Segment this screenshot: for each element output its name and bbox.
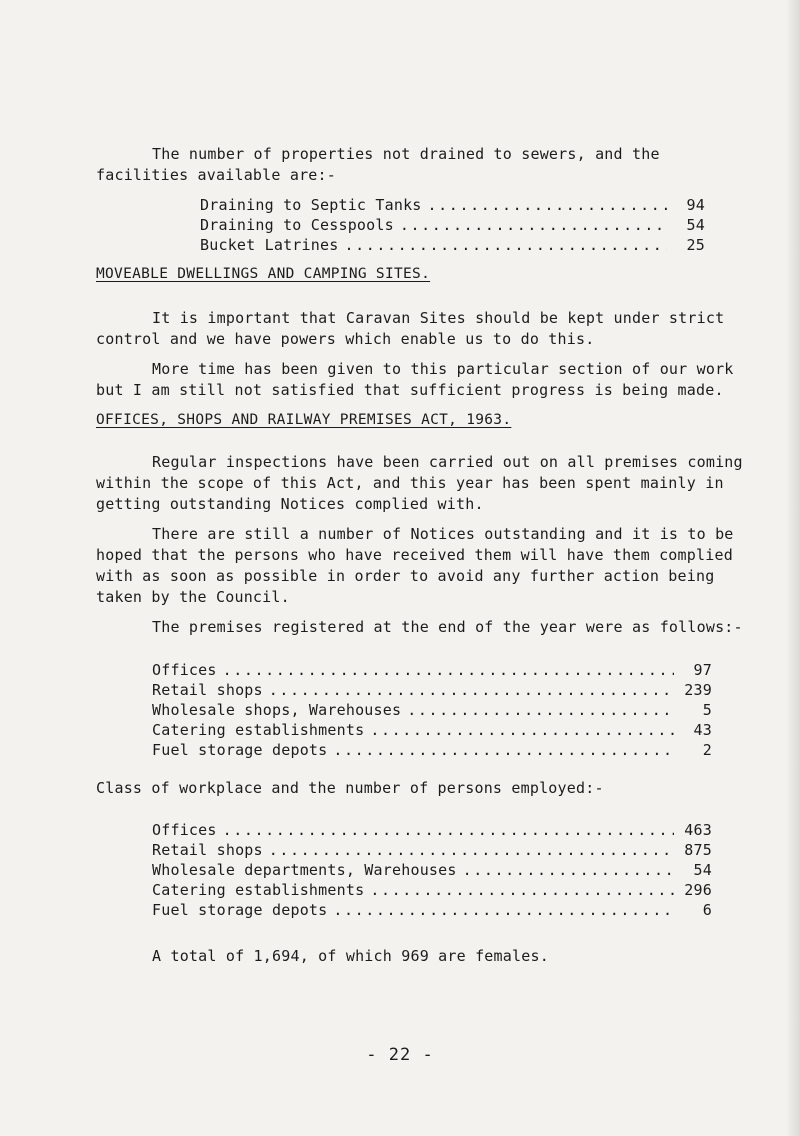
drainage-list [200, 195, 705, 255]
list-item [152, 700, 712, 720]
list-item [200, 215, 705, 235]
list-item [152, 680, 712, 700]
section-heading: MOVEABLE DWELLINGS AND CAMPING SITES. [96, 266, 431, 282]
item-value: 239 [684, 681, 712, 699]
section-heading: OFFICES, SHOPS AND RAILWAY PREMISES ACT, 1963. [96, 412, 512, 428]
item-label: Offices [152, 821, 217, 839]
paragraph: Class of workplace and the number of persons employed:- [96, 779, 604, 797]
item-value: 97 [693, 661, 712, 679]
item-value: 54 [686, 216, 705, 234]
paragraph: More time has been given to this particular section of our work but I am still not satisfied that sufficient progress is being made. [96, 360, 734, 399]
item-label: Fuel storage depots [152, 901, 328, 919]
item-label: Wholesale shops, Warehouses [152, 701, 402, 719]
item-label: Catering establishments [152, 721, 365, 739]
item-value: 875 [684, 841, 712, 859]
employed-list [152, 820, 712, 920]
item-value: 6 [702, 901, 712, 919]
list-item [152, 860, 712, 880]
item-label: Retail shops [152, 681, 263, 699]
item-value: 43 [693, 721, 712, 739]
item-value: 25 [686, 236, 705, 254]
paragraph: The premises registered at the end of the year were as follows:- [152, 618, 743, 636]
item-label: Catering establishments [152, 881, 365, 899]
list-item [152, 660, 712, 680]
total-line: A total of 1,694, of which 969 are females. [152, 947, 549, 965]
item-label: Wholesale departments, Warehouses [152, 861, 457, 879]
paragraph: It is important that Caravan Sites should be kept under strict control and we have powers which enable us to do this. [96, 309, 725, 348]
list-item [152, 740, 712, 760]
intro-paragraph: The number of properties not drained to sewers, and the facilities available are:- [96, 145, 660, 184]
item-label: Draining to Cesspools [200, 216, 394, 234]
item-value: 54 [693, 861, 712, 879]
list-item [200, 195, 705, 215]
paragraph: There are still a number of Notices outstanding and it is to be hoped that the persons who have received them will have them complied with as soon as possible in order to avoid any further action being taken by the Council. [96, 525, 734, 606]
item-label: Bucket Latrines [200, 236, 339, 254]
item-label: Fuel storage depots [152, 741, 328, 759]
list-item [152, 880, 712, 900]
item-value: 463 [684, 821, 712, 839]
list-item [200, 235, 705, 255]
premises-list [152, 660, 712, 760]
list-item [152, 900, 712, 920]
item-value: 5 [702, 701, 712, 719]
list-item [152, 820, 712, 840]
list-item [152, 720, 712, 740]
list-item [152, 840, 712, 860]
paragraph: Regular inspections have been carried out on all premises coming within the scope of this Act, and this year has been spent mainly in getting outstanding Notices complied with. [96, 453, 743, 513]
item-label: Retail shops [152, 841, 263, 859]
item-value: 296 [684, 881, 712, 899]
page-number: - 22 - [366, 1045, 434, 1065]
item-value: 94 [686, 196, 705, 214]
item-value: 2 [702, 741, 712, 759]
scan-edge-shadow [786, 0, 800, 1136]
item-label: Draining to Septic Tanks [200, 196, 422, 214]
item-label: Offices [152, 661, 217, 679]
